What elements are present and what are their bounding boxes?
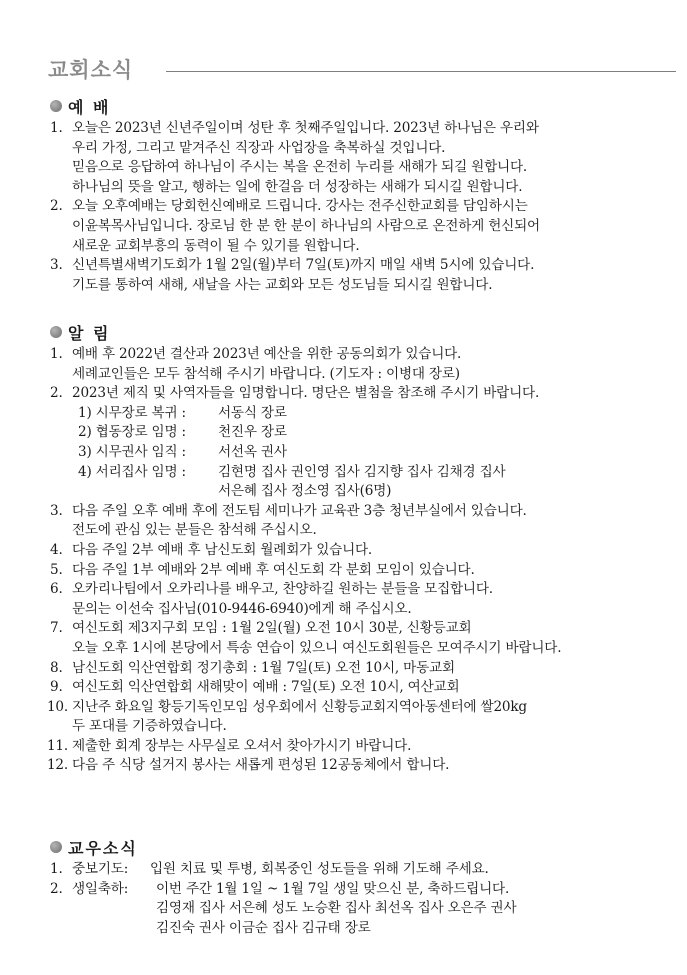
item-text: 다음 주 식당 설거지 봉사는 새롭게 편성된 12공동체에서 합니다. — [72, 757, 450, 774]
item-text: 기도를 통하여 새해, 새날을 사는 교회와 모든 성도님들 되시길 원합니다. — [72, 276, 493, 293]
item-number: 8. — [50, 659, 63, 676]
item-number: 11. — [46, 737, 68, 754]
birthday-names: 김영재 집사 서은혜 성도 노승환 집사 최선옥 집사 오은주 권사 — [156, 900, 517, 917]
item-text: 지난주 화요일 황등기독인모임 성우회에서 신황등교회지역아동센터에 쌀20kg — [72, 698, 527, 715]
item-text: 문의는 이선숙 집사님(010-9446-6940)에게 해 주십시오. — [72, 600, 412, 617]
item-number: 1. — [50, 346, 63, 362]
sub-item-value: 천진우 장로 — [218, 424, 287, 441]
birthday-names: 김진숙 권사 이금순 집사 김규태 장로 — [156, 919, 371, 936]
item-text: 여신도회 익산연합회 새해맞이 예배 : 7일(토) 오전 10시, 여산교회 — [72, 679, 460, 696]
item-number: 4. — [50, 541, 63, 558]
sub-item-value: 김현명 집사 권인영 집사 김지향 집사 김채경 집사 — [218, 463, 506, 480]
notice-heading — [50, 321, 680, 345]
item-text: 두 포대를 기증하였습니다. — [72, 718, 227, 735]
item-number: 1. — [50, 120, 63, 136]
item-text: 오늘은 2023년 신년주일이며 성탄 후 첫째주일입니다. 2023년 하나님은 우리와 — [72, 120, 539, 136]
item-text: 신년특별새벽기도회가 1월 2일(월)부터 7일(토)까지 매일 새벽 5시에 있습니다. — [72, 257, 535, 274]
members-section — [50, 836, 680, 938]
sub-item-value: 서동식 장로 — [218, 404, 287, 421]
bullet-icon — [50, 326, 62, 338]
item-text: 이번 주간 1월 1일 ~ 1월 7일 생일 맞으신 분, 축하드립니다. — [156, 880, 510, 897]
item-text: 2023년 제직 및 사역자들을 임명합니다. 명단은 별첨을 참조해 주시기 바랍니다. — [72, 385, 540, 402]
item-number: 2. — [50, 198, 63, 215]
item-number: 3. — [50, 257, 63, 274]
notice-section — [46, 321, 680, 776]
item-label: 생일축하: — [72, 880, 129, 897]
item-number: 2. — [50, 385, 63, 402]
item-number: 5. — [50, 561, 63, 578]
item-label: 중보기도: — [72, 861, 129, 877]
item-text: 여신도회 제3지구회 모임 : 1월 2일(월) 오전 10시 30분, 신황등교회 — [72, 620, 472, 637]
item-text: 제출한 회계 장부는 사무실로 오셔서 찾아가시기 바랍니다. — [72, 737, 412, 754]
item-text: 세례교인들은 모두 참석해 주시기 바랍니다. (기도자 : 이병대 장로) — [72, 365, 460, 382]
item-number: 1. — [50, 861, 63, 877]
worship-section — [50, 95, 680, 295]
bullet-icon — [50, 100, 62, 112]
header-rule — [166, 71, 676, 72]
worship-heading — [50, 95, 680, 119]
item-text: 하나님의 뜻을 알고, 행하는 일에 한걸음 더 성장하는 새해가 되시길 원합니다. — [72, 178, 523, 195]
sub-item-label: 2) 협동장로 임명 : — [78, 424, 186, 441]
item-text: 우리 가정, 그리고 맡겨주신 직장과 사업장을 축복하실 것입니다. — [72, 139, 446, 156]
item-text: 오카리나팀에서 오카리나를 배우고, 찬양하길 원하는 분들을 모집합니다. — [72, 581, 493, 598]
bullet-icon — [50, 841, 62, 853]
item-number: 3. — [50, 502, 63, 519]
page-header — [48, 54, 676, 88]
sub-item-label: 4) 서리집사 임명 : — [78, 463, 186, 480]
item-text: 예배 후 2022년 결산과 2023년 예산을 위한 공동의회가 있습니다. — [72, 346, 462, 362]
item-text: 남신도회 익산연합회 정기총회 : 1월 7일(토) 오전 10시, 마동교회 — [72, 659, 455, 676]
item-text: 오늘 오후 1시에 본당에서 특송 연습이 있으니 여신도회원들은 모여주시기 바랍니다. — [72, 639, 562, 656]
notice-title: 알 림 — [68, 324, 111, 343]
item-text: 다음 주일 1부 예배와 2부 예배 후 여신도회 각 분회 모임이 있습니다. — [72, 561, 475, 578]
sub-item-label: 1) 시무장로 복귀 : — [78, 404, 186, 421]
page-title: 교회소식 — [48, 58, 134, 82]
item-number: 6. — [50, 581, 63, 598]
item-text: 입원 치료 및 투병, 회복중인 성도들을 위해 기도해 주세요. — [150, 861, 489, 877]
sub-item-value: 서선옥 권사 — [218, 443, 287, 460]
item-number: 12. — [46, 757, 68, 774]
item-number: 7. — [50, 620, 63, 637]
item-number: 10. — [46, 698, 68, 715]
item-text: 믿음으로 응답하여 하나님이 주시는 복을 온전히 누리를 새해가 되길 원합니다. — [72, 159, 528, 176]
item-text: 다음 주일 2부 예배 후 남신도회 월례회가 있습니다. — [72, 541, 373, 558]
members-title: 교우소식 — [68, 839, 138, 858]
members-heading — [50, 836, 680, 860]
item-text: 이윤복목사님입니다. 장로님 한 분 한 분이 하나님의 사람으로 온전하게 헌신되어 — [72, 217, 540, 234]
item-text: 다음 주일 오후 예배 후에 전도팀 세미나가 교육관 3층 청년부실에서 있습니다. — [72, 502, 527, 519]
item-text: 새로운 교회부흥의 동력이 될 수 있기를 원합니다. — [72, 237, 360, 254]
item-text: 오늘 오후예배는 당회헌신예배로 드립니다. 강사는 전주신한교회를 담임하시는 — [72, 198, 528, 215]
item-number: 9. — [50, 679, 63, 696]
item-text: 전도에 관심 있는 분들은 참석해 주십시오. — [72, 522, 317, 539]
worship-title: 예 배 — [68, 98, 111, 117]
sub-item-value: 서은혜 집사 정소영 집사(6명) — [218, 483, 392, 500]
sub-item-label: 3) 시무권사 임직 : — [78, 443, 186, 460]
item-number: 2. — [50, 880, 63, 897]
